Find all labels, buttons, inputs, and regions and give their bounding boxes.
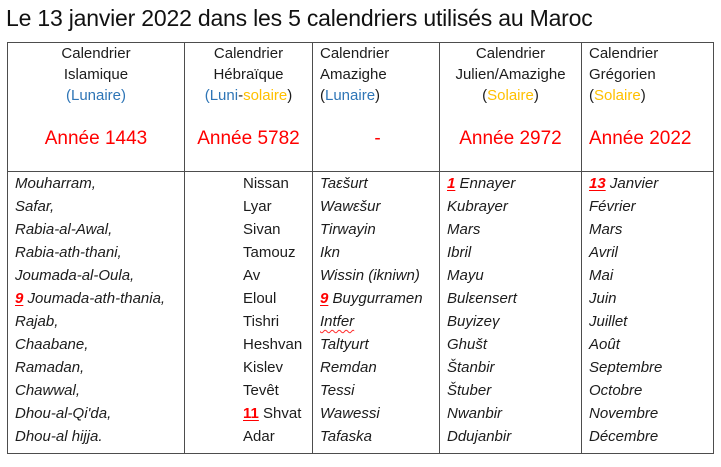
month-line: Eloul [243,290,277,307]
calendars-table [7,42,714,454]
calendar-year: Année 5782 [197,128,300,149]
month-line: Rabia-ath-thani, [15,244,122,261]
month-line: Février [589,198,636,215]
months-list [243,172,312,448]
month-line: Ramadan, [15,359,85,376]
month-line: Mai [589,267,614,284]
month-line: Avril [589,244,618,261]
header-cell-islamique [8,43,185,172]
months-row [8,172,714,454]
month-line: Safar, [15,198,55,215]
months-cell-hebraique [185,172,313,454]
month-line: Lyar [243,198,272,215]
month-line: Tessi [320,382,355,399]
month-line: Tafaska [320,428,372,445]
months-list [15,172,184,448]
calendar-name: Calendrier Hébraïque [213,45,284,83]
header-row [8,43,714,172]
calendar-name: Calendrier Julien/Amazighe [455,45,566,83]
month-line: Mayu [447,267,484,284]
months-list [447,172,581,448]
month-line: Taεšurt [320,175,368,192]
header-cell-julien-amazighe [440,43,582,172]
calendar-type: (Solaire) [482,87,539,104]
month-line: Remdan [320,359,377,376]
month-line: Kubrayer [447,198,508,215]
header-cell-gregorien [582,43,714,172]
month-line: Juillet [589,313,628,330]
month-line: Buyizeγ [447,313,500,330]
month-line: 11 Shvat [243,405,302,422]
calendar-type: (Lunaire) [320,87,381,104]
month-line: Juin [589,290,617,307]
month-line: Tirwayin [320,221,376,238]
month-line: Novembre [589,405,659,422]
highlighted-day-number: 1 [447,175,456,192]
month-line: Joumada-al-Oula, [15,267,135,284]
month-line: Décembre [589,428,659,445]
month-line: Nissan [243,175,289,192]
months-cell-gregorien [582,172,714,454]
month-line: 13 Janvier [589,175,659,192]
calendar-type: (Solaire) [589,87,646,104]
calendar-name: Calendrier Islamique [61,45,131,83]
month-line: Av [243,267,261,284]
calendar-year: Année 2022 [589,128,692,149]
month-line: Mars [589,221,623,238]
month-line: Nwanbir [447,405,503,422]
calendar-type: (Luni-solaire) [204,87,293,104]
highlighted-day-number: 13 [589,175,606,192]
calendar-year: Année 1443 [44,128,148,149]
calendar-type: (Lunaire) [65,87,127,104]
page-title: Le 13 janvier 2022 dans les 5 calendriers utilisés au Maroc [6,5,593,31]
month-line: Sivan [243,221,281,238]
month-line: Intfer [320,313,355,330]
month-line: Bulεensert [447,290,517,307]
month-line: Rabia-al-Awal, [15,221,113,238]
month-line: Štanbir [447,359,495,376]
calendar-year: - [374,128,381,149]
header-cell-amazighe-lunaire [313,43,440,172]
months-list [589,172,713,448]
month-line: Octobre [589,382,643,399]
calendar-name: Calendrier Grégorien [589,45,659,83]
month-line: Rajab, [15,313,59,330]
calendar-year: Année 2972 [459,128,562,149]
months-cell-amazighe-lunaire [313,172,440,454]
month-line: Wawessi [320,405,380,422]
month-line: Wawεšur [320,198,381,215]
header-cell-hebraique [185,43,313,172]
month-line: Tamouz [243,244,296,261]
month-line: Tishri [243,313,280,330]
month-line: Wissin (ikniwn) [320,267,420,284]
month-line: Kislev [243,359,284,376]
months-cell-julien-amazighe [440,172,582,454]
highlighted-day-number: 9 [15,290,24,307]
month-line: Ghušt [447,336,488,353]
month-line: Dhou-al hijja. [15,428,103,445]
month-line: Ddujanbir [447,428,512,445]
month-line: Mars [447,221,481,238]
highlighted-day-number: 11 [243,405,259,422]
month-line: Heshvan [243,336,303,353]
highlighted-day-number: 9 [320,290,329,307]
month-line: Chaabane, [15,336,89,353]
month-line: 9 Joumada-ath-thania, [15,290,166,307]
month-line: Taltyurt [320,336,369,353]
month-line: Ibril [447,244,472,261]
month-line: Adar [243,428,275,445]
calendar-name: Calendrier Amazighe [320,45,390,83]
month-line: 1 Ennayer [447,175,516,192]
months-list [320,172,439,448]
month-line: Chawwal, [15,382,81,399]
month-line: Dhou-al-Qi'da, [15,405,112,422]
month-line: Štuber [447,382,492,399]
month-line: Septembre [589,359,663,376]
month-line: 9 Buygurramen [320,290,423,307]
month-line: Ikn [320,244,341,261]
month-line: Mouharram, [15,175,96,192]
months-cell-islamique [8,172,185,454]
month-line: Tevêt [243,382,279,399]
month-line: Août [589,336,620,353]
